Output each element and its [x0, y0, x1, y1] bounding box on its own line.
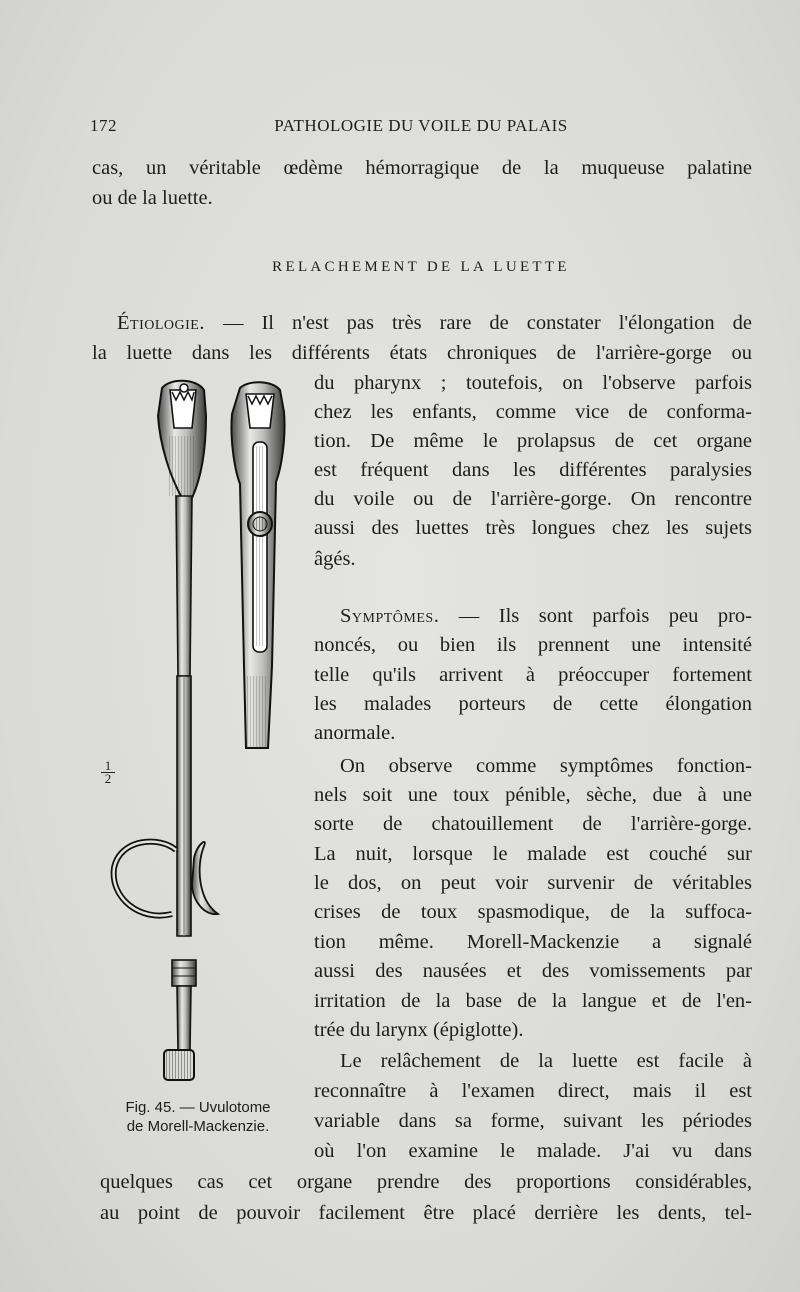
- text-line: irritation de la base de la langue et de l'en-: [314, 990, 752, 1012]
- scale-fraction: [101, 760, 115, 785]
- text-line: anormale.: [314, 722, 396, 744]
- text-line: variable dans sa forme, suivant les périodes: [314, 1110, 752, 1132]
- text-span: — Il n'est pas très rare de constater l'élongation de: [204, 312, 752, 334]
- text-line: aussi des nausées et des vomissements par: [314, 960, 752, 982]
- scale-numerator: 1: [104, 758, 112, 773]
- symptomes-label: Symptômes.: [340, 605, 440, 627]
- text-line: au point de pouvoir facilement être placé derrière les dents, tel-: [100, 1202, 752, 1224]
- text-line: où l'on examine le malade. J'ai vu dans: [314, 1140, 752, 1162]
- etiologie-label: Étiologie.: [117, 312, 205, 334]
- scale-denominator: 2: [101, 772, 115, 785]
- text-line: tion. De même le prolapsus de cet organe: [314, 430, 752, 452]
- text-line: On observe comme symptômes fonction-: [340, 755, 752, 777]
- page-header: [90, 116, 752, 142]
- text-line: La nuit, lorsque le malade est couché sur: [314, 843, 752, 865]
- figure-caption-line1: Fig. 45. — Uvulotome: [125, 1099, 271, 1116]
- text-line: le dos, on peut voir survenir de véritables: [314, 872, 752, 894]
- text-line: Le relâchement de la luette est facile à: [340, 1050, 752, 1072]
- text-span: — Ils sont parfois peu pro-: [439, 605, 752, 627]
- text-line: trée du larynx (épiglotte).: [314, 1019, 524, 1041]
- text-line: sorte de chatouillement de l'arrière-gorge.: [314, 813, 752, 835]
- text-line: reconnaître à l'examen direct, mais il est: [314, 1080, 752, 1102]
- text-line: aussi des luettes très longues chez les sujets: [314, 517, 752, 539]
- text-line: tion même. Morell-Mackenzie a signalé: [314, 931, 752, 953]
- text-line: crises de toux spasmodique, de la suffoca-: [314, 901, 752, 923]
- text-line: quelques cas cet organe prendre des proportions considérables,: [100, 1171, 752, 1193]
- text-line: du pharynx ; toutefois, on l'observe parfois: [314, 372, 752, 394]
- text-line: cas, un véritable œdème hémorragique de la muqueuse palatine: [92, 157, 752, 179]
- main-instrument: [114, 381, 218, 1080]
- instrument-head-detail: [231, 382, 284, 748]
- section-title: RELACHEMENT DE LA LUETTE: [272, 259, 570, 275]
- text-line: du voile ou de l'arrière-gorge. On rencontre: [314, 488, 752, 510]
- text-line: les malades porteurs de cette élongation: [314, 693, 752, 715]
- uvulotome-illustration: [100, 376, 300, 1086]
- symptomes-paragraph-start: [340, 602, 752, 630]
- figure-caption-line2: de Morell-Mackenzie.: [126, 1118, 270, 1135]
- text-line: ou de la luette.: [92, 187, 213, 209]
- text-line: telle qu'ils arrivent à préoccuper fortement: [314, 664, 752, 686]
- text-line: noncés, ou bien ils prennent une intensité: [314, 634, 752, 656]
- text-line: est fréquent dans les différentes paralysies: [314, 459, 752, 481]
- running-title: PATHOLOGIE DU VOILE DU PALAIS: [274, 116, 568, 135]
- page-number: 172: [90, 116, 117, 135]
- text-line: la luette dans les différents états chroniques de l'arrière-gorge ou: [92, 342, 752, 364]
- text-line: nels soit une toux pénible, sèche, due à une: [314, 784, 752, 806]
- text-line: âgés.: [314, 548, 356, 570]
- text-line: chez les enfants, comme vice de conforma-: [314, 401, 752, 423]
- etiologie-paragraph-start: [117, 309, 752, 337]
